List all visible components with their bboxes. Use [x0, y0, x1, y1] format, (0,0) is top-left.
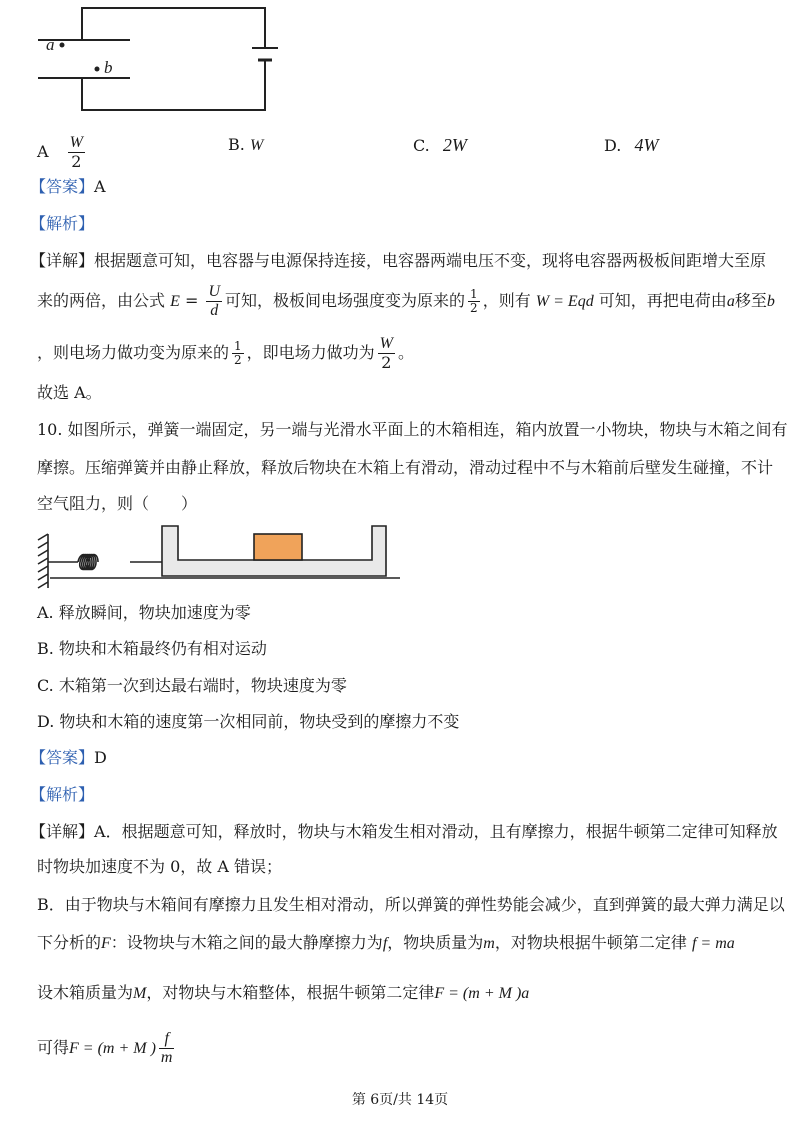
- q9-option-b: [228, 135, 263, 156]
- option-letter: D.: [604, 136, 622, 155]
- result-equation: F = (m + M ): [69, 1040, 156, 1057]
- detail-text: 移至: [734, 291, 767, 310]
- detail-text: A．根据题意可知，释放时，物块与木箱发生相对滑动，且有摩擦力，根据牛顿第二定律可知释放: [94, 822, 778, 841]
- denominator-two: 2: [381, 353, 392, 372]
- detail-text: 可知，再把电荷由: [598, 291, 727, 310]
- answer-label: 【答案】: [30, 748, 95, 767]
- option-a-numerator: W: [69, 134, 83, 151]
- newton-equation-system: F = (m + M )a: [434, 985, 530, 1002]
- answer-label: 【答案】: [30, 177, 95, 196]
- detail-text: ，则有: [482, 291, 531, 310]
- symbol-e: E: [170, 293, 180, 310]
- q9-detail-line-2: [37, 283, 775, 320]
- symbol-a: a: [726, 293, 735, 310]
- detail-text: ，对物块与木箱整体，根据牛顿第二定律: [146, 983, 435, 1002]
- option-letter: C.: [413, 136, 430, 155]
- q10-stem-line-3: 空气阻力，则（ ）: [37, 494, 198, 513]
- detail-text: ，对物块根据牛顿第二定律: [494, 933, 687, 952]
- detail-text: ，物块质量为: [387, 933, 484, 952]
- spring-box-figure: [30, 520, 400, 600]
- option-letter: B.: [228, 135, 245, 154]
- q10-answer: [30, 748, 107, 768]
- detail-text: 可知，极板间电场强度变为原来的: [225, 291, 466, 310]
- q10-detail-line-3: B．由于物块与木箱间有摩擦力且发生相对滑动，所以弹簧的弹性势能会减少，直到弹簧的最大弹力满足以: [37, 895, 785, 914]
- q10-analysis-label: [30, 785, 94, 805]
- symbol-m-upper: M: [133, 985, 147, 1002]
- detail-text: ，则电场力做功变为原来的: [37, 343, 230, 362]
- work-formula: W = Eqd: [535, 293, 594, 310]
- option-c-value: 2W: [442, 135, 467, 155]
- detail-text: 设木箱质量为: [37, 983, 134, 1002]
- symbol-w: W: [379, 335, 393, 352]
- detail-text: 可得: [37, 1038, 70, 1057]
- q9-choose: 故选 A。: [37, 383, 102, 402]
- q10-detail-line-2: 时物块加速度不为 0，故 A 错误；: [37, 857, 282, 876]
- q10-stem-line-2: 摩擦。压缩弹簧并由静止释放，释放后物块在木箱上有滑动，滑动过程中不与木箱前后壁发生碰撞，不计: [37, 458, 774, 477]
- page-number: 第 6页/共 14页: [351, 1092, 449, 1108]
- q9-option-c: [413, 135, 467, 156]
- q9-analysis-label: [30, 214, 94, 234]
- half-denominator: 2: [470, 301, 478, 315]
- equals-sign: =: [179, 291, 204, 310]
- symbol-f: f: [159, 1030, 175, 1049]
- detail-text: 根据题意可知，电容器与电源保持连接，电容器两端电压不变，现将电容器两极板间距增大至原: [94, 251, 767, 270]
- q9-option-a: [37, 134, 88, 171]
- q10-stem-line-1: 10. 如图所示，弹簧一端固定，另一端与光滑水平面上的木箱相连，箱内放置一小物块，物块与木箱之间有: [37, 420, 788, 439]
- q9-detail-line-1: [30, 251, 766, 271]
- q10-detail-line-1: [30, 822, 778, 842]
- analysis-label: 【解析】: [30, 214, 95, 233]
- symbol-d: d: [210, 302, 219, 319]
- symbol-f-upper: F: [101, 935, 111, 952]
- q9-answer: [30, 177, 106, 197]
- detail-text: 。: [398, 343, 415, 362]
- point-a-label: a: [46, 35, 55, 54]
- symbol-u: U: [208, 283, 221, 300]
- symbol-m: m: [483, 935, 495, 952]
- symbol-m: m: [160, 1049, 173, 1066]
- symbol-b: b: [766, 293, 775, 310]
- q9-detail-line-3: [37, 335, 414, 372]
- detail-text: 下分析的: [37, 933, 102, 952]
- q10-detail-line-4: [37, 933, 735, 954]
- detail-text: ：设物块与木箱之间的最大静摩擦力为: [110, 933, 383, 952]
- half-numerator: 1: [470, 287, 478, 301]
- symbol-f: f: [382, 935, 388, 952]
- option-letter: A: [37, 142, 49, 161]
- q10-option-a: A. 释放瞬间，物块加速度为零: [37, 603, 251, 622]
- detail-text: ，即电场力做功为: [246, 343, 375, 362]
- q10-option-b: B. 物块和木箱最终仍有相对运动: [37, 639, 267, 658]
- q10-detail-line-5: [37, 983, 529, 1004]
- answer-value: A: [94, 177, 106, 196]
- q10-detail-line-6: [37, 1030, 177, 1067]
- answer-value: D: [94, 748, 107, 767]
- half-denominator: 2: [234, 353, 242, 367]
- capacitor-circuit-figure: [30, 0, 280, 120]
- detail-label: 【详解】: [30, 251, 95, 270]
- detail-label: 【详解】: [30, 822, 95, 841]
- option-a-denominator: 2: [71, 152, 82, 171]
- q10-option-c: C. 木箱第一次到达最右端时，物块速度为零: [37, 676, 347, 695]
- half-numerator: 1: [234, 339, 242, 353]
- analysis-label: 【解析】: [30, 785, 95, 804]
- detail-text: 来的两倍，由公式: [37, 291, 166, 310]
- option-d-value: 4W: [634, 135, 659, 155]
- q9-option-d: [604, 135, 658, 156]
- option-b-value: W: [249, 137, 264, 154]
- point-b-label: b: [104, 58, 113, 77]
- q10-option-d: D. 物块和木箱的速度第一次相同前，物块受到的摩擦力不变: [37, 712, 460, 731]
- newton-equation-block: f = ma: [691, 935, 735, 952]
